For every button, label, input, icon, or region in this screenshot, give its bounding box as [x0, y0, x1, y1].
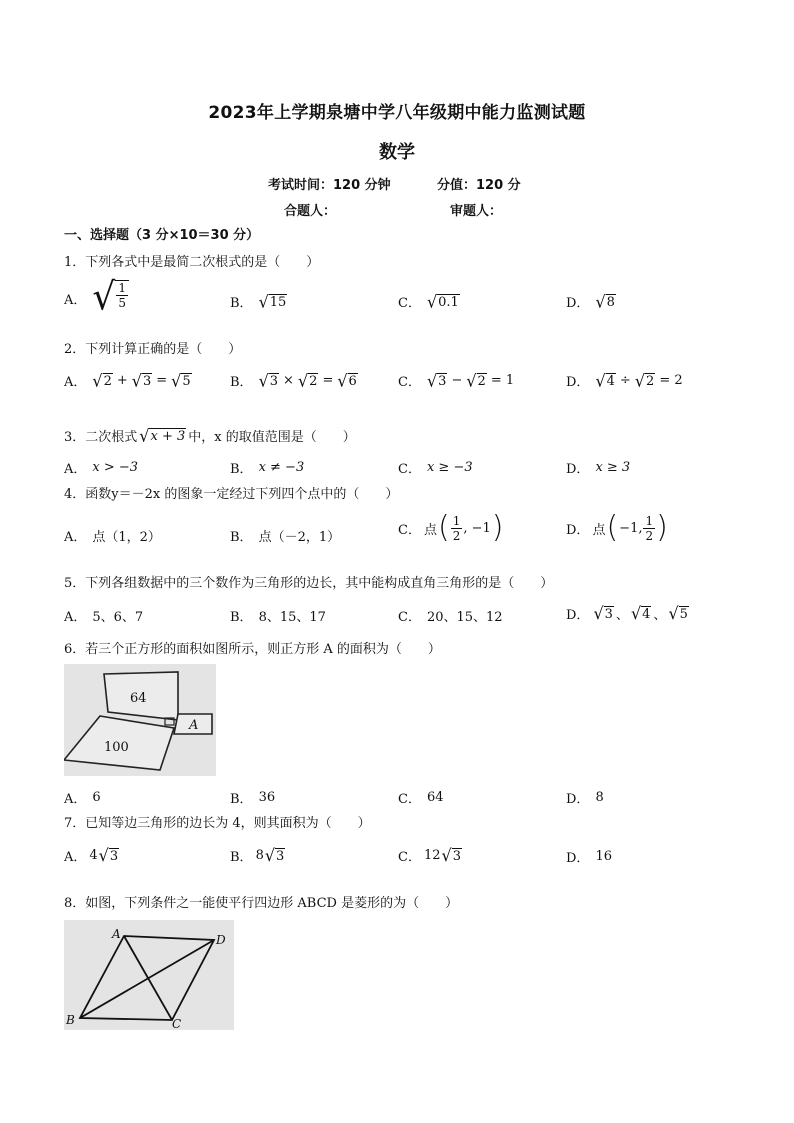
option-label: A． — [64, 292, 87, 308]
page-title: 2023年上学期泉塘中学八年级期中能力监测试题 — [208, 103, 586, 123]
question-8-stem: 8．如图，下列条件之一能使平行四边形 ABCD 是菱形的为（ ） — [64, 896, 459, 911]
q8-figure — [64, 920, 234, 1030]
q2-option-c: C． √ 3 − √ 2 = 1 — [398, 370, 515, 390]
q1-option-d: D． √ 8 — [566, 291, 615, 311]
vertex-a: A — [112, 927, 121, 941]
q6-option-d: D． 8 — [566, 790, 604, 807]
q7-option-b: B． 8 √ 3 — [230, 845, 285, 865]
q6-option-b: B． 36 — [230, 790, 276, 807]
q5-option-b: B． 8、15、17 — [230, 610, 326, 625]
q3-option-a: A． x > −3 — [64, 460, 139, 477]
q7-option-a: A． 4 √ 3 — [64, 845, 119, 865]
radical: √ x + 3 — [139, 425, 186, 445]
radical: √ 15 — [258, 291, 287, 311]
fig-label-100: 100 — [104, 740, 129, 755]
radical: √ 0.1 — [426, 291, 459, 311]
q1-option-a — [64, 275, 129, 319]
q5-option-d: D． √ 3 、 √ 4 、 √ 5 — [566, 603, 688, 623]
vertex-b: B — [66, 1013, 75, 1027]
q4-option-a: A． 点（1，2） — [64, 530, 161, 545]
q1-option-c: C． √ 0.1 — [398, 291, 459, 311]
fraction: $\frac{1}{5}$ — [118, 281, 126, 310]
q3-option-c: C． x ≥ −3 — [398, 460, 473, 477]
radical: √ 8 — [595, 291, 615, 311]
question-6-stem: 6．若三个正方形的面积如图所示，则正方形 A 的面积为（ ） — [64, 642, 441, 657]
subject-title: 数学 — [379, 142, 415, 163]
section-heading: 一、选择题（3 分×10＝30 分） — [64, 228, 260, 243]
question-3-stem: 3．二次根式 √ x + 3 中，x 的取值范围是（ ） — [64, 425, 356, 445]
fraction: $\frac{1}{2}$ — [645, 513, 654, 543]
q5-option-c: C． 20、15、12 — [398, 610, 503, 625]
vertex-c: C — [172, 1017, 182, 1030]
q7-option-d: D． 16 — [566, 849, 612, 866]
q3-option-b: B． x ≠ −3 — [230, 460, 305, 477]
fig-label-a: A — [189, 718, 199, 733]
q2-option-d: D． √ 4 ÷ √ 2 = 2 — [566, 370, 683, 390]
fraction: $\frac{1}{2}$ — [452, 513, 461, 543]
q3-option-d: D． x ≥ 3 — [566, 460, 631, 477]
q7-option-c: C． 12 √ 3 — [398, 845, 461, 865]
composer-label: 合题人： — [284, 204, 337, 219]
q4-option-c: C． 点 ( $\frac{1}{2}$ , −1 ) — [398, 510, 504, 545]
q6-option-a: A． 6 — [64, 790, 101, 807]
q2-option-b: B． √ 3 × √ 2 = √ 6 — [230, 370, 357, 390]
parallelogram-figure — [64, 920, 234, 1030]
q1-option-b: B． √ 15 — [230, 291, 287, 311]
question-2-stem: 2．下列计算正确的是（ ） — [64, 342, 242, 357]
q4-option-d: D． 点 ( −1, $\frac{1}{2}$ ) — [566, 510, 668, 545]
reviewer-label: 审题人： — [450, 204, 503, 219]
exam-time: 考试时间：120 分钟 — [268, 178, 391, 193]
q2-option-a: A． √ 2 + √ 3 = √ 5 — [64, 370, 191, 390]
question-4-stem: 4．函数y＝－2x 的图象一定经过下列四个点中的（ ） — [64, 487, 399, 502]
q6-option-c: C． 64 — [398, 790, 444, 807]
question-7-stem: 7．已知等边三角形的边长为 4，则其面积为（ ） — [64, 816, 371, 831]
vertex-d: D — [216, 933, 226, 947]
radical: √ $\frac{1}{5}$ — [92, 280, 129, 316]
question-1-stem: 1．下列各式中是最简二次根式的是（ ） — [64, 255, 320, 270]
q6-figure — [64, 664, 216, 776]
fig-label-64: 64 — [130, 691, 147, 706]
squares-figure — [64, 664, 216, 776]
question-5-stem: 5．下列各组数据中的三个数作为三角形的边长，其中能构成直角三角形的是（ ） — [64, 576, 554, 591]
exam-score: 分值：120 分 — [437, 178, 521, 193]
q4-option-b: B． 点（－2，1） — [230, 530, 341, 545]
q5-option-a: A． 5、6、7 — [64, 610, 144, 625]
